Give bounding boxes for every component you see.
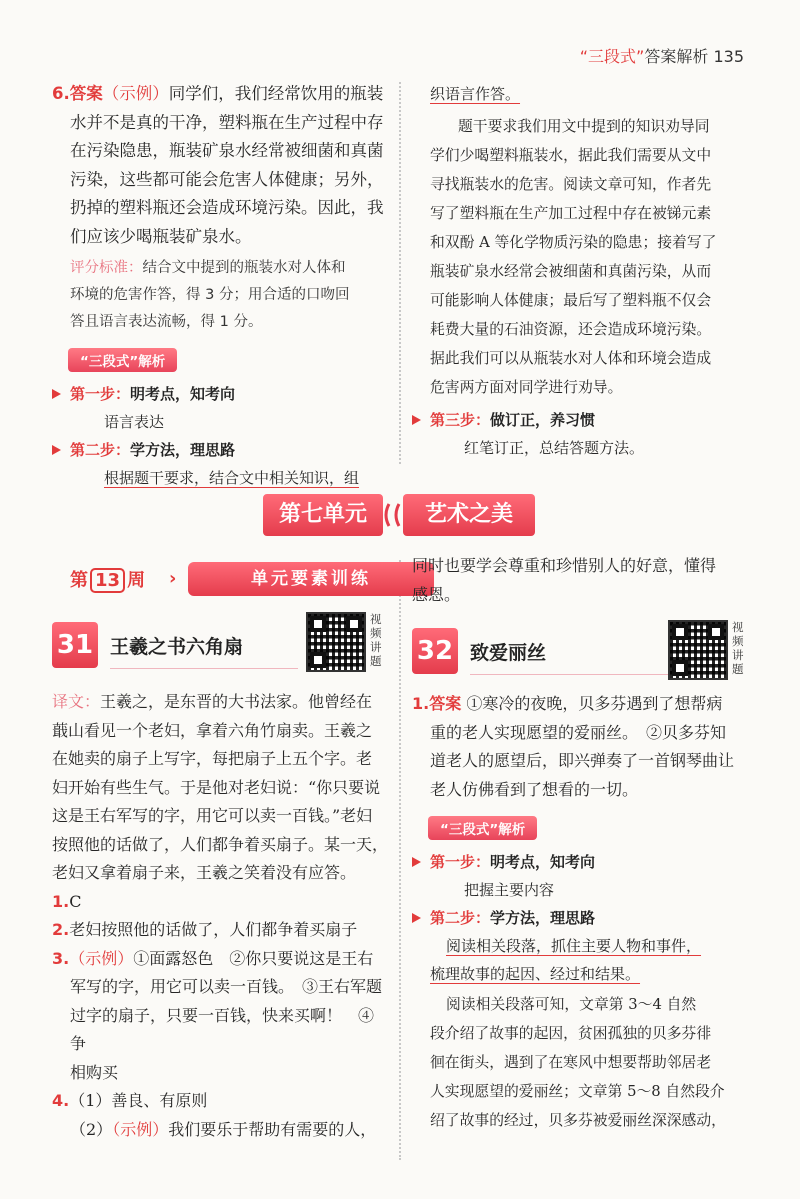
lesson-32-column xyxy=(412,552,762,609)
paragraph-line: 瓶装矿泉水经常会被细菌和真菌污染，从而 xyxy=(430,263,712,280)
answer-line: 道老人的愿望后，即兴弹奏了一首钢琴曲让 xyxy=(430,751,735,770)
q6-analysis-column xyxy=(412,80,762,462)
answer-line: 水并不是真的干净，塑料瓶在生产过程中存 xyxy=(70,112,384,132)
answer-number: 1. xyxy=(412,694,430,713)
paragraph-line: 绍了故事的经过，贝多芬被爱丽丝深深感动， xyxy=(430,1112,726,1129)
answer-line: ①寒冷的夜晚，贝多芬遇到了想帮病 xyxy=(466,694,723,713)
column-divider xyxy=(399,82,401,464)
page-header xyxy=(580,44,744,67)
header-tag: “三段式” xyxy=(579,47,645,66)
step-2-body: 阅读相关段落，抓住主要人物和事件， xyxy=(446,937,702,955)
q6-answer xyxy=(52,80,387,251)
example-label: （示例） xyxy=(69,948,134,968)
answer-line: 在污染隐患，瓶装矿泉水经常被细菌和真菌 xyxy=(70,141,384,160)
analysis-badge: “三段式”解析 xyxy=(68,348,177,372)
chevron-right-icon: › xyxy=(169,568,177,589)
answer-3 xyxy=(52,945,388,1088)
example-label: （示例） xyxy=(112,1119,169,1139)
step-title: 学方法，理思路 xyxy=(490,909,596,927)
scoring-label: 评分标准： xyxy=(70,260,143,276)
qr-code-icon[interactable] xyxy=(306,612,366,672)
unit-number: 第七单元 xyxy=(263,494,383,536)
translation-line: 蕺山看见一个老妇，拿着六角竹扇卖。王羲之 xyxy=(52,720,373,740)
paragraph-line: 危害两方面对同学进行劝导。 xyxy=(430,379,623,396)
paragraph-line: 阅读相关段落可知，文章第 3～4 自然 xyxy=(446,996,697,1013)
answer-1 xyxy=(412,690,762,804)
scoring-line: 结合文中提到的瓶装水对人体和 xyxy=(142,260,346,276)
step-label: 第二步： xyxy=(430,909,491,927)
column-divider xyxy=(399,560,401,1160)
step-2 xyxy=(52,436,387,464)
qr-code-icon[interactable] xyxy=(668,620,728,680)
step-2-body-cont: 织语言作答。 xyxy=(430,85,521,103)
answer-4 xyxy=(52,1087,388,1144)
analysis-paragraph xyxy=(412,112,762,402)
step-3 xyxy=(412,406,762,434)
lesson-title: 致爱丽丝 xyxy=(470,642,547,664)
arrow-icon xyxy=(412,913,421,923)
translation-line: 在她卖的扇子上写字，每把扇子上五个字。老 xyxy=(52,749,373,768)
answer-1 xyxy=(52,888,388,917)
step-1 xyxy=(412,848,762,876)
translation-line: 老妇又拿着扇子来，王羲之笑着没有应答。 xyxy=(52,863,357,882)
paragraph-line: 耗费大量的石油资源，还会造成环境污染。 xyxy=(430,321,712,338)
translation-label: 译文： xyxy=(52,692,101,711)
translation xyxy=(52,688,388,888)
paragraph-line: 可能影响人体健康；最后写了塑料瓶不仅会 xyxy=(430,292,712,309)
paragraph-line: 据此我们可以从瓶装水对人体和环境会造成 xyxy=(430,350,712,367)
paragraph-line: 学们少喝塑料瓶装水，据此我们需要从文中 xyxy=(430,147,712,164)
answer-line: 们应该少喝瓶装矿泉水。 xyxy=(70,226,252,246)
step-label: 第一步： xyxy=(430,853,491,871)
answer-text: 老妇按照他的话做了，人们都争着买扇子 xyxy=(69,920,358,939)
scoring-line: 答且语言表达流畅，得 1 分。 xyxy=(70,314,263,330)
analysis-paragraph xyxy=(412,990,762,1135)
step-label: 第二步： xyxy=(70,441,131,459)
step-1 xyxy=(52,380,387,408)
paragraph-line: 寻找瓶装水的危害。阅读文章可知，作者先 xyxy=(430,176,712,193)
answer-line: 污染，这些都可能会危害人体健康；另外， xyxy=(70,169,384,189)
week-number: 13 xyxy=(90,568,125,593)
step-2-body: 根据题干要求，结合文中相关知识，组 xyxy=(104,469,360,487)
lesson-32-answers xyxy=(412,690,762,1135)
arrow-icon xyxy=(52,389,61,399)
sub-number: （2） xyxy=(70,1119,113,1139)
paragraph-line: 徊在街头，遇到了在寒风中想要帮助邻居老 xyxy=(430,1054,712,1071)
answer-line: 相购买 xyxy=(70,1062,119,1082)
answer-line: ①面露怒色 ②你只要说这是王右 xyxy=(133,948,374,968)
arrow-icon xyxy=(52,445,61,455)
page-number: 135 xyxy=(713,47,744,66)
week-prefix: 第 xyxy=(70,570,88,591)
step-title: 学方法，理思路 xyxy=(130,441,236,459)
answer-line: 老人仿佛看到了想看的一切。 xyxy=(430,779,639,799)
answer-number: 4. xyxy=(52,1091,70,1110)
header-title: 答案解析 xyxy=(644,47,709,66)
answer-text: C xyxy=(69,891,82,911)
step-title: 做订正，养习惯 xyxy=(490,411,596,429)
lesson-number: 31 xyxy=(52,622,98,668)
translation-line: 这是王右军写的字，用它可以卖一百钱。”老妇 xyxy=(52,806,373,825)
arrow-icon xyxy=(412,857,421,867)
answer-line: 同学们，我们经常饮用的瓶装 xyxy=(168,84,384,103)
answer-line: 重的老人实现愿望的爱丽丝。 ②贝多芬知 xyxy=(430,722,727,742)
step-1-body: 语言表达 xyxy=(104,413,165,431)
paragraph-line: 人实现愿望的爱丽丝；文章第 5～8 自然段介 xyxy=(430,1083,725,1100)
answer-number: 1. xyxy=(52,891,70,911)
step-title: 明考点，知考向 xyxy=(130,385,236,403)
step-1-body: 把握主要内容 xyxy=(464,881,555,899)
week-suffix: 周 xyxy=(127,570,146,591)
answer-line: 扔掉的塑料瓶还会造成环境污染。因此，我 xyxy=(70,198,384,217)
answer-line: 过字的扇子，只要一百钱，快来买啊！ ④争 xyxy=(70,1005,375,1053)
answer-text: 我们要乐于帮助有需要的人， xyxy=(168,1119,377,1139)
q6-number: 6. xyxy=(52,84,70,103)
unit-theme: 艺术之美 xyxy=(403,494,535,536)
week-label xyxy=(70,566,145,593)
step-3-body: 红笔订正，总结答题方法。 xyxy=(464,439,645,457)
step-label: 第三步： xyxy=(430,411,491,429)
answer-line: 感恩。 xyxy=(412,584,461,604)
q6-answer-column xyxy=(52,80,387,492)
lesson-title: 王羲之书六角扇 xyxy=(110,636,244,658)
translation-line: 按照他的话做了，人们都争着买扇子。某一天， xyxy=(52,834,389,854)
lesson-31-answers xyxy=(52,688,388,1144)
step-label: 第一步： xyxy=(70,385,131,403)
scoring-line: 环境的危害作答，得 3 分；用合适的口吻回 xyxy=(70,287,350,303)
scoring-criteria xyxy=(52,255,387,336)
answer-4-cont xyxy=(412,552,762,609)
answer-line: 军写的字，用它可以卖一百钱。 ③王右军题 xyxy=(70,977,383,996)
translation-line: 王羲之，是东晋的大书法家。他曾经在 xyxy=(100,692,373,711)
answer-label: 答案 xyxy=(69,84,103,103)
qr-label: 视频讲题 xyxy=(732,620,744,676)
week-title: 单元要素训练 xyxy=(188,562,434,596)
lesson-number: 32 xyxy=(412,628,458,674)
paragraph-line: 和双酚 A 等化学物质污染的隐患；接着写了 xyxy=(430,234,717,251)
analysis-badge: “三段式”解析 xyxy=(428,816,537,840)
example-label: （示例） xyxy=(102,84,169,103)
paragraph-line: 写了塑料瓶在生产加工过程中存在被锑元素 xyxy=(430,205,712,222)
answer-text: （1）善良、有原则 xyxy=(69,1091,208,1110)
step-title: 明考点，知考向 xyxy=(490,853,596,871)
arrow-icon xyxy=(412,415,421,425)
qr-label: 视频讲题 xyxy=(370,612,382,668)
unit-banner xyxy=(263,494,535,536)
answer-2 xyxy=(52,916,388,945)
paragraph-line: 段介绍了故事的起因，贫困孤独的贝多芬徘 xyxy=(430,1025,712,1042)
answer-number: 2. xyxy=(52,920,70,939)
answer-label: 答案 xyxy=(429,694,462,713)
step-2-body: 梳理故事的起因、经过和结果。 xyxy=(430,965,641,983)
title-underline xyxy=(110,668,298,669)
step-2 xyxy=(412,904,762,932)
answer-number: 3. xyxy=(52,948,70,968)
paragraph-line: 题干要求我们用文中提到的知识劝导同 xyxy=(458,118,710,135)
answer-line: 同时也要学会尊重和珍惜别人的好意，懂得 xyxy=(412,556,717,575)
translation-line: 妇开始有些生气。于是他对老妇说：“你只要说 xyxy=(52,777,381,797)
title-underline xyxy=(470,674,668,675)
